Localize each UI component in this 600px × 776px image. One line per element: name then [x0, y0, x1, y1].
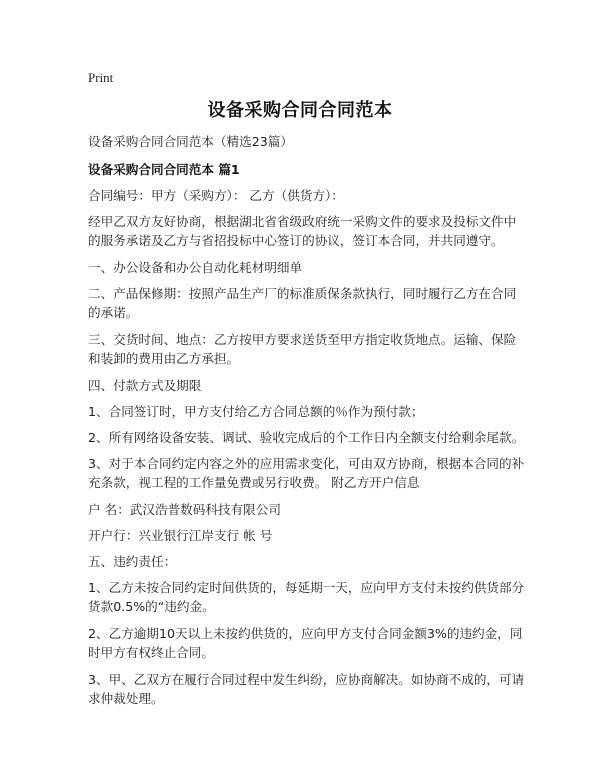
paragraph-preamble: 经甲乙双方友好协商，根据湖北省省级政府统一采购文件的要求及投标文件中的服务承诺及乙方与省招投标中心签订的协议，签订本合同，并共同遵守。: [88, 214, 517, 248]
paragraph-penalty-2: 2、乙方逾期10天以上未按约供货的，应向甲方支付合同金额3%的违约金，同时甲方有权终止合同。: [88, 626, 523, 660]
document-title: 设备采购合同合同范本: [207, 100, 393, 121]
paragraph-clause-1: 一、办公设备和办公自动化耗材明细单: [88, 260, 303, 275]
paragraph-payment-2: 2、所有网络设备安装、调试、验收完成后的个工作日内全额支付给剩余尾款。: [88, 430, 525, 445]
paragraph-penalty-1: 1、乙方未按合同约定时间供货的，每延期一天，应向甲方支付未按约供货部分货款0.5%的“违约金。: [88, 580, 525, 614]
document-subtitle: 设备采购合同合同范本（精选23篇）: [88, 134, 293, 149]
section-heading: 设备采购合同合同范本 篇1: [88, 162, 240, 177]
paragraph-payment-1: 1、合同签订时，甲方支付给乙方合同总额的％作为预付款；: [88, 404, 424, 419]
paragraph-clause-5: 五、违约责任：: [88, 554, 177, 569]
paragraph-payment-3: 3、对于本合同约定内容之外的应用需求变化，可由双方协商，根据本合同的补充条款，视工程的工作量免费或另行收费。 附乙方开户信息: [88, 456, 525, 490]
paragraph-account-name: 户 名：武汉浩普数码科技有限公司: [88, 502, 281, 517]
paragraph-clause-4: 四、付款方式及期限: [88, 378, 202, 393]
paragraph-contract-number: 合同编号：甲方（采购方）： 乙方（供货方）：: [88, 188, 344, 203]
paragraph-clause-3: 三、交货时间、地点：乙方按甲方要求送货至甲方指定收货地点。运输、保险和装卸的费用由乙方承担。: [88, 332, 517, 366]
print-label: Print: [88, 70, 114, 85]
paragraph-penalty-3: 3、甲、乙双方在履行合同过程中发生纠纷，应协商解决。如协商不成的，可请求仲裁处理。: [88, 672, 525, 706]
paragraph-bank: 开户行：兴业银行江岸支行 帐 号: [88, 528, 273, 543]
paragraph-clause-2: 二、产品保修期：按照产品生产厂的标准质保条款执行，同时履行乙方在合同的承诺。: [88, 286, 517, 320]
